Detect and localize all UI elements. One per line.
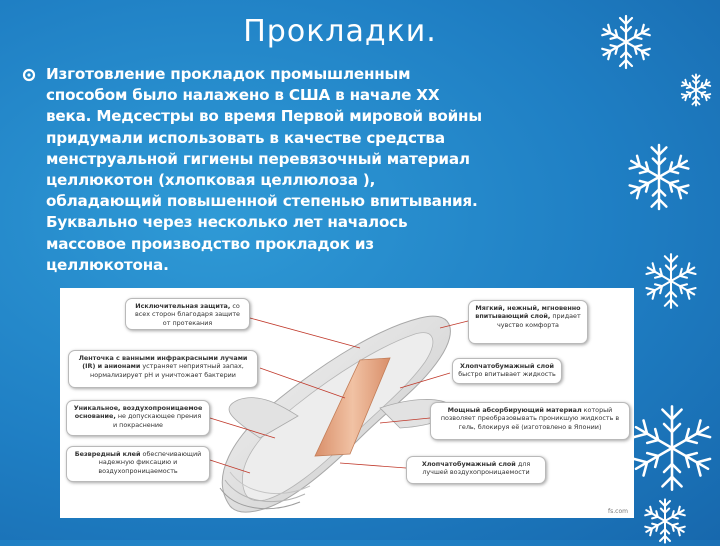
callout-leak-protection-bold: Исключительная защита, <box>135 302 231 310</box>
callout-cotton-layer-bold: Хлопчатобумажный слой <box>460 362 554 370</box>
pad-diagram <box>60 288 634 518</box>
callout-soft-layer-bold: Мягкий, нежный, мгновенно впитывающий слой, <box>475 304 581 321</box>
snowflake-icon <box>640 496 690 546</box>
callout-soft-layer <box>468 300 588 344</box>
callout-leak-protection-text: со всех сторон благодаря защите от протекания <box>135 302 240 327</box>
callout-adhesive <box>66 446 210 482</box>
callout-breathable-base-text: не допускающее прения и покраснение <box>113 412 202 429</box>
callout-absorbent-material-text: который позволяет преобразовывать проникшую жидкость в гель, блокируя её (изготовлено в Японии) <box>440 406 620 431</box>
snowflake-icon <box>624 400 720 496</box>
snowflake-icon <box>622 140 696 214</box>
callout-anion-strip-text: устраняет неприятный запах, нормализирует pH и уничтожает бактерии <box>90 362 244 379</box>
callout-breathable-base-bold: Уникальное, воздухопроницаемое основание, <box>73 404 203 421</box>
callout-leak-protection <box>125 298 250 330</box>
callout-anion-strip-bold: Ленточка с ванными инфракрасными лучами (IR) и анионами <box>78 354 248 371</box>
callout-cotton-bottom <box>406 456 546 484</box>
callout-absorbent-material-bold: Мощный абсорбирующий материал <box>447 406 582 414</box>
slide-paragraph: Изготовление прокладок промышленным способом было налажено в США в начале XX века. Медсестры во время Первой мировой войны придумали использовать в качестве средства менструальной гигиены перевязочный материал целлюкотон (хлопковая целлюлоза ), обладающий повышенной степенью впитывания. Буквально через несколько лет началось массовое производство прокладок из целлюкотона. <box>46 65 482 274</box>
callout-cotton-layer-text: быстро впитывает жидкость <box>458 370 556 379</box>
callout-breathable-base <box>66 400 210 436</box>
callout-cotton-bottom-text: для лучшей воздухопроницаемости <box>422 460 531 477</box>
snowflake-icon <box>640 250 702 312</box>
callout-soft-layer-text: придает чувство комфорта <box>497 312 581 329</box>
callout-anion-strip <box>68 350 258 388</box>
callout-cotton-bottom-bold: Хлопчатобумажный слой <box>421 460 516 468</box>
callout-adhesive-text: обеспечивающий надежную фиксацию и воздухопроницаемость <box>98 450 202 475</box>
watermark: fs.com <box>608 508 628 515</box>
bullet-icon <box>22 68 36 82</box>
snowflake-icon <box>596 12 656 72</box>
callout-adhesive-bold: Безвредный клей <box>74 450 141 458</box>
slide-title: Прокладки. <box>243 14 437 49</box>
callout-absorbent-material <box>430 402 630 440</box>
callout-cotton-layer <box>452 358 562 384</box>
snowflake-icon <box>678 72 714 108</box>
